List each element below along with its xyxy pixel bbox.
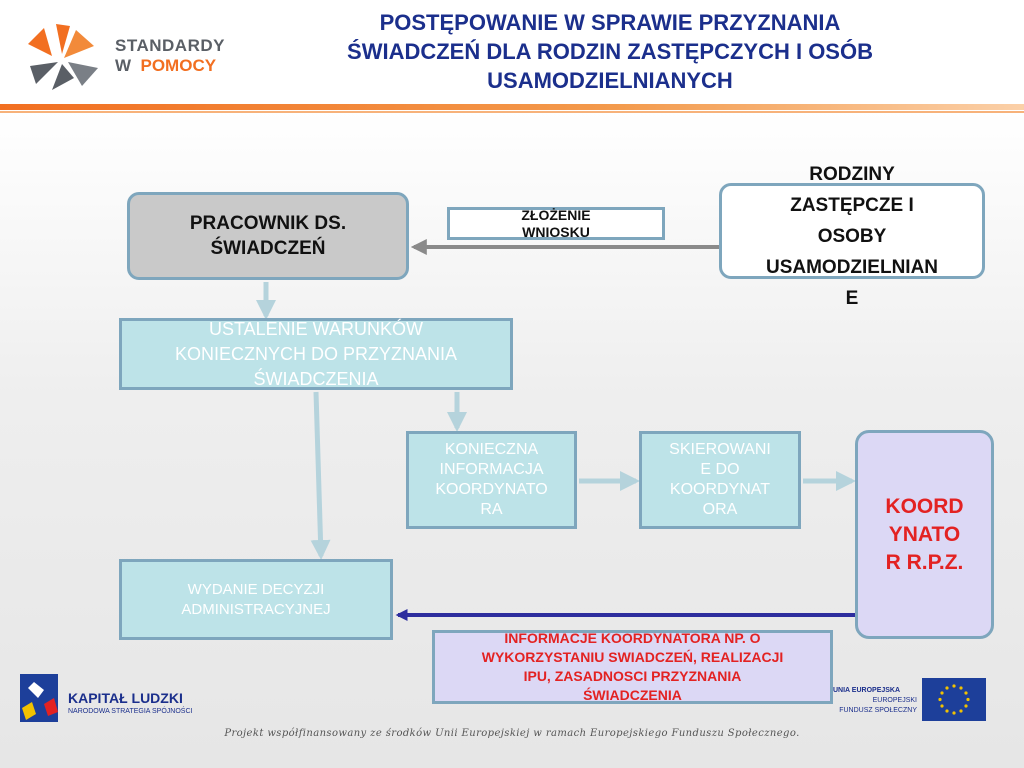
logo-text-standardy: STANDARDY [115, 36, 225, 55]
node-family-line: ZASTĘPCZE I [790, 195, 914, 216]
node-decision-line: WYDANIE DECYZJI [187, 580, 325, 598]
edge-label-line: WNIOSKU [522, 223, 590, 240]
title-line-2: ŚWIADCZEŃ DLA RODZIN ZASTĘPCZYCH I OSÓB [347, 39, 873, 64]
node-family [725, 159, 979, 314]
eu-fund-label [833, 686, 917, 716]
project-funding-note: Projekt współfinansowany ze środków Unii Europejskiej w ramach Europejskiego Funduszu Społecznego. [224, 728, 800, 739]
node-decision-line: ADMINISTRACYJNEJ [181, 600, 331, 618]
node-info-line: INFORMACJA [439, 461, 544, 478]
node-coordinator-info [432, 630, 833, 704]
node-note-line: WYKORZYSTANIU SWIADCZEŃ, REALIZACJI [481, 649, 784, 665]
logo-text-w: W [115, 56, 132, 75]
node-note-line: ŚWIADCZENIA [583, 687, 682, 703]
node-worker-line: ŚWIADCZEŃ [210, 238, 326, 259]
node-coordinator [855, 430, 994, 639]
title-line-1: POSTĘPOWANIE W SPRAWIE PRZYZNANIA [379, 10, 841, 35]
node-referral [639, 431, 801, 529]
node-conditions-line: USTALENIE WARUNKÓW [208, 318, 423, 339]
node-family-line: E [845, 288, 859, 309]
eu-line-2: EUROPEJSKI [872, 697, 917, 704]
node-conditions-line: KONIECZNYCH DO PRZYZNANIA [174, 343, 458, 364]
node-worker-line: PRACOWNIK DS. [189, 213, 347, 234]
node-conditions-line: ŚWIADCZENIA [253, 368, 379, 389]
edge-label-apply [447, 207, 665, 240]
kapital-ludzki-logo-icon [14, 668, 64, 728]
node-family-line: USAMODZIELNIAN [765, 257, 939, 278]
node-referral-line: E DO [700, 461, 740, 478]
logo-text-pomocy-accent: POMOCY [140, 56, 217, 75]
node-info-line: KOORDYNATO [435, 481, 548, 498]
kl-title: KAPITAŁ LUDZKI [68, 690, 183, 706]
node-family-line: RODZINY [809, 164, 895, 185]
node-referral-line: SKIEROWANI [669, 441, 771, 458]
edge-label-line: ZŁOŻENIE [521, 206, 591, 223]
arrow-conditions-to-decision [316, 392, 321, 556]
node-coordinator-line: KOORD [885, 494, 964, 518]
node-info-line: KONIECZNA [444, 441, 539, 458]
node-referral-line: KOORDYNAT [669, 481, 771, 498]
title-line-3: USAMODZIELNIANYCH [487, 68, 733, 93]
node-note-line: IPU, ZASADNOSCI PRZYZNANIA [523, 668, 742, 684]
node-info [406, 431, 577, 529]
node-conditions [119, 318, 513, 390]
node-decision [119, 559, 393, 640]
node-family-line: OSOBY [817, 226, 887, 247]
node-info-line: RA [480, 501, 503, 518]
node-coordinator-line: R R.P.Z. [885, 550, 964, 574]
eu-flag-icon [922, 678, 986, 721]
eu-line-1: UNIA EUROPEJSKA [833, 687, 901, 694]
node-coordinator-line: YNATO [888, 522, 961, 546]
eu-line-3: FUNDUSZ SPOŁECZNY [839, 707, 917, 714]
node-referral-line: ORA [702, 501, 738, 518]
node-worker [127, 192, 409, 280]
kl-subtitle: NARODOWA STRATEGIA SPÓJNOŚCI [68, 708, 193, 715]
node-note-line: INFORMACJE KOORDYNATORA NP. O [504, 630, 761, 646]
